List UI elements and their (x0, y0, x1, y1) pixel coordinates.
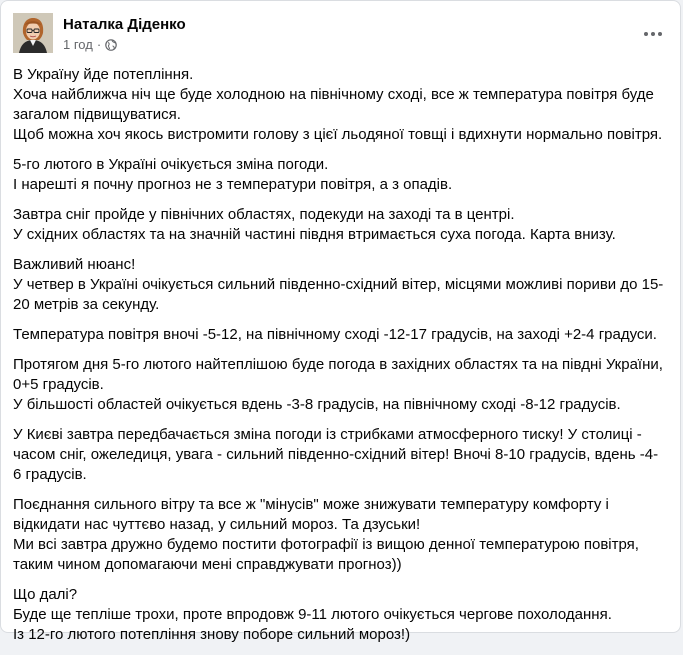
post-paragraph: Протягом дня 5-го лютого найтеплішою буде погода в західних областях та на півдні України, 0+5 градусів. У більшості областей очікується вдень -3-8 градусів, на північному сході -8-12 градусів. (13, 356, 663, 413)
post-content (13, 65, 665, 655)
post-timestamp[interactable]: 1 год (63, 37, 93, 52)
post-meta (63, 37, 117, 52)
post-paragraph: В Україну йде потепління. Хоча найближча ніч ще буде холодною на північному сході, все ж температура повітря буде загалом підвищуватися. Щоб можна хоч якось вистромити голову з цієї льодяної товщі і вдихнути нормально повітря. (13, 66, 663, 143)
post-paragraph: Температура повітря вночі -5-12, на північному сході -12-17 градусів, на заході +2-4 градуси. (13, 326, 657, 343)
post-paragraph: Завтра сніг пройде у північних областях, подекуди на заході та в центрі. У східних областях та на значній частині півдня втримається суха погода. Карта внизу. (13, 206, 616, 243)
meta-separator: · (96, 37, 102, 52)
post-paragraph: Поєднання сильного вітру та все ж "мінусів" може знижувати температуру комфорту і відкидати нас чуттєво назад, у сильний мороз. Та дзуськи! Ми всі завтра дружно будемо постити фотографії із вищою денної температурою повітря, таким чином допомагаючи мені справджувати прогноз)) (13, 496, 639, 573)
author-name[interactable]: Наталка Діденко (63, 16, 186, 33)
post-paragraph: Важливий нюанс! У четвер в Україні очікується сильний південно-східний вітер, місцями можливі пориви до 15-20 метрів за секунду. (13, 256, 664, 313)
avatar-image (13, 13, 53, 53)
post-paragraph: 5-го лютого в Україні очікується зміна погоди. І нарешті я почну прогноз не з температури повітря, а з опадів. (13, 156, 453, 193)
more-options-button[interactable] (638, 19, 668, 49)
post-paragraph: У Києві завтра передбачається зміна погоди із стрибками атмосферного тиску! У столиці - часом сніг, ожеледиця, увага - сильний південно-східний вітер! Вночі 8-10 градусів, вдень -4-6 градусів. (13, 426, 659, 483)
avatar[interactable] (13, 13, 53, 53)
post-paragraph: Що далі? Буде ще тепліше трохи, проте впродовж 9-11 лютого очікується чергове похолодання. Із 12-го лютого потепління знову поборе сильний мороз!) (13, 586, 612, 643)
post-header (13, 13, 668, 55)
more-options-icon (644, 32, 662, 36)
globe-icon (105, 39, 117, 51)
